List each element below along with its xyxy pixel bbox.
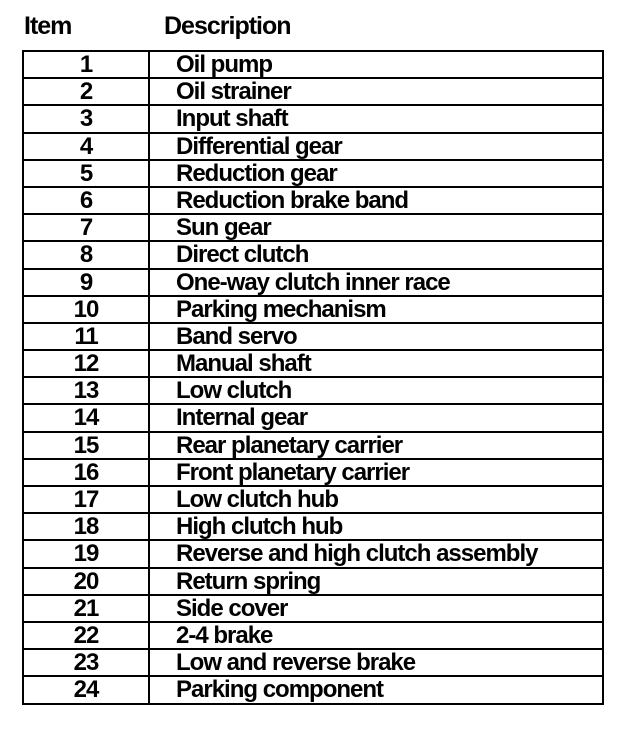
table-row <box>24 297 602 324</box>
item-number-cell: 15 <box>24 433 150 458</box>
item-number-cell: 6 <box>24 188 150 213</box>
description-cell: Side cover <box>176 595 288 621</box>
description-cell: Input shaft <box>176 106 288 132</box>
description-cell: Internal gear <box>176 405 308 431</box>
item-number-cell: 18 <box>24 514 150 539</box>
item-number-cell: 12 <box>24 351 150 376</box>
item-number-cell: 17 <box>24 487 150 512</box>
item-number-cell: 3 <box>24 106 150 131</box>
table-row <box>24 134 602 161</box>
table-row <box>24 433 602 460</box>
description-cell: Reduction brake band <box>176 187 409 214</box>
table-row <box>24 161 602 188</box>
description-cell: Oil pump <box>176 52 272 78</box>
item-number-cell: 9 <box>24 270 150 295</box>
description-cell: Direct clutch <box>176 242 309 268</box>
table-row <box>24 596 602 623</box>
description-column-header: Description <box>164 12 291 40</box>
item-number-cell: 24 <box>24 677 150 702</box>
description-cell: Sun gear <box>176 215 271 241</box>
item-number-cell: 13 <box>24 378 150 403</box>
item-number-cell: 2 <box>24 79 150 104</box>
description-cell: Band servo <box>176 323 297 350</box>
item-number-cell: 4 <box>24 134 150 159</box>
item-number-cell: 5 <box>24 161 150 186</box>
item-column-header: Item <box>24 12 72 40</box>
item-number-cell: 10 <box>24 297 150 322</box>
table-row <box>24 52 602 79</box>
item-number-cell: 19 <box>24 541 150 566</box>
description-cell: Reduction gear <box>176 160 337 186</box>
item-number-cell: 11 <box>24 324 150 349</box>
table-row <box>24 677 602 704</box>
table-row <box>24 514 602 541</box>
description-cell: High clutch hub <box>176 514 343 540</box>
description-cell: Low and reverse brake <box>176 650 416 676</box>
table-row <box>24 378 602 405</box>
item-number-cell: 7 <box>24 215 150 240</box>
item-number-cell: 20 <box>24 569 150 594</box>
table-row <box>24 623 602 650</box>
table-row <box>24 188 602 215</box>
table-row <box>24 541 602 568</box>
item-number-cell: 22 <box>24 623 150 648</box>
table-row <box>24 569 602 596</box>
table-row <box>24 324 602 351</box>
parts-table <box>22 50 604 705</box>
description-cell: One-way clutch inner race <box>176 269 450 295</box>
description-cell: Parking mechanism <box>176 296 386 322</box>
item-number-cell: 16 <box>24 460 150 485</box>
description-cell: Parking component <box>176 677 384 703</box>
table-row <box>24 106 602 133</box>
table-row <box>24 487 602 514</box>
item-number-cell: 21 <box>24 596 150 621</box>
description-cell: 2-4 brake <box>176 622 273 649</box>
description-cell: Front planetary carrier <box>176 459 410 485</box>
table-row <box>24 405 602 432</box>
description-cell: Manual shaft <box>176 351 311 377</box>
description-cell: Rear planetary carrier <box>176 432 403 458</box>
item-number-cell: 8 <box>24 242 150 267</box>
description-cell: Low clutch <box>176 378 292 404</box>
table-row <box>24 351 602 378</box>
table-row <box>24 215 602 242</box>
table-row <box>24 650 602 677</box>
table-row <box>24 460 602 487</box>
item-number-cell: 23 <box>24 650 150 675</box>
description-cell: Oil strainer <box>176 79 291 105</box>
table-row <box>24 242 602 269</box>
description-cell: Low clutch hub <box>176 487 338 513</box>
item-number-cell: 14 <box>24 405 150 430</box>
description-cell: Reverse and high clutch assembly <box>176 541 538 567</box>
description-cell: Return spring <box>176 568 321 594</box>
description-cell: Differential gear <box>176 133 342 159</box>
table-row <box>24 79 602 106</box>
table-row <box>24 270 602 297</box>
item-number-cell: 1 <box>24 52 150 77</box>
